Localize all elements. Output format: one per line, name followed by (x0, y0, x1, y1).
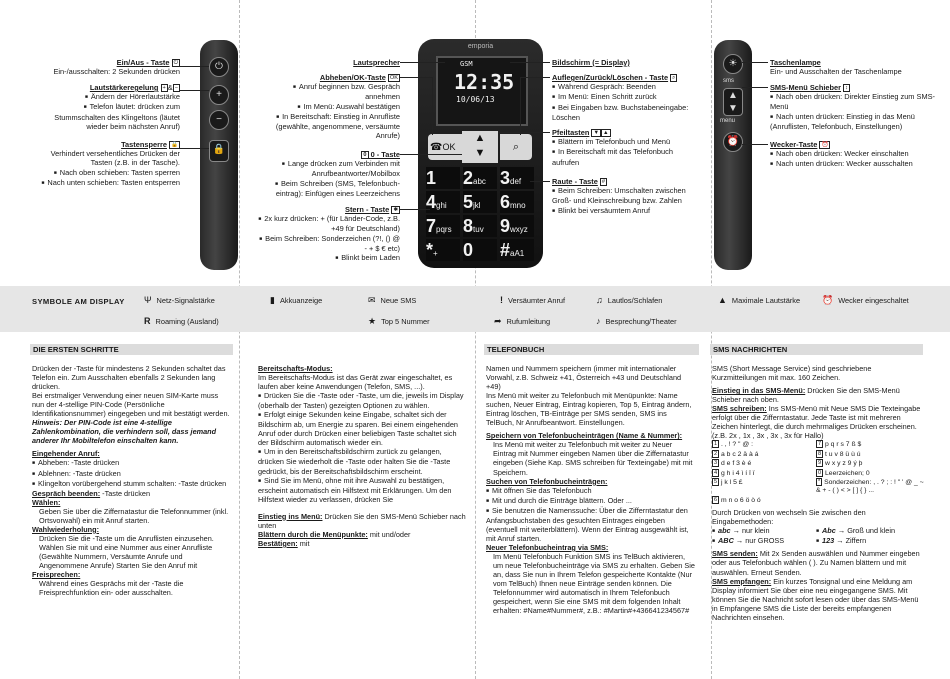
symbols-title: SYMBOLE AM DISPLAY (32, 297, 125, 306)
callout-ok-key: Abheben/OK-Taste OK ■ Anruf beginnen bzw. Gespräch annehmen ■ Im Menü: Auswahl bestätigen ■ In Bereitschaft: Einstieg in Anrufliste (gewählte, angenommene, versäumte Anrufe) (258, 73, 400, 140)
callout-keylock: Tastensperre 🔒 Verhindert versehentliches Drücken der Tasten (z.B. in der Tasche). ■ Nach oben schieben: Tasten sperren ■ Nach unten schieben: Tasten entsperren (30, 140, 180, 188)
key-2[interactable]: 2abc (463, 167, 497, 189)
alarm-icon: ⏰ (822, 295, 834, 305)
symbol-meeting: ♪ Besprechung/Theater (596, 316, 677, 326)
display (436, 56, 528, 126)
power-button[interactable]: ⏻ (209, 57, 229, 77)
symbol-max-volume: ▲ Maximale Lautstärke (718, 295, 801, 305)
key-9[interactable]: 9wxyz (500, 215, 534, 237)
callout-star-key: Stern - Taste ✱ ■ 2x kurz drücken: + (für Länder-Code, z.B. +49 für Deutschland) ■ Beim Schreiben: Sonderzeichen (?!, () @ - + $ € etc) ■ Blinkt beim Laden (258, 205, 400, 263)
max-volume-icon: ▲ (718, 295, 727, 305)
flashlight-button[interactable]: ☀ (723, 54, 743, 74)
key-6[interactable]: 6mno (500, 191, 534, 213)
heading-phonebook: TELEFONBUCH (484, 344, 699, 355)
clock-time: 12:35 (454, 70, 515, 94)
callout-power: Ein/Aus - Taste ⏻ Ein-/ausschalten: 2 Sekunden drücken (53, 58, 180, 77)
callout-flashlight: Taschenlampe Ein- und Ausschalten der Taschenlampe (770, 58, 902, 77)
menu-label: menu (720, 118, 736, 124)
key-4[interactable]: 4ghi (426, 191, 460, 213)
symbol-alarm: ⏰ Wecker eingeschaltet (822, 295, 909, 305)
key-1[interactable]: 1 (426, 167, 460, 189)
phone-side-right (714, 40, 752, 270)
roaming-icon: R (144, 316, 151, 326)
key-hash[interactable]: #aA1 (500, 239, 534, 261)
symbol-new-sms: ✉ Neue SMS (368, 295, 417, 305)
symbol-roaming: R Roaming (Ausland) (144, 316, 219, 326)
meeting-icon: ♪ (596, 316, 601, 326)
arrow-keys[interactable]: ▲ ▼ (462, 131, 498, 163)
phone-side-left (200, 40, 238, 270)
top5-icon: ★ (368, 316, 377, 326)
callout-hash-key: Raute - Taste # ■ Beim Schreiben: Umschalten zwischen Groß- und Kleinschreibung bzw. Zahlen ■ Blinkt bei versäumtem Anruf (552, 177, 702, 216)
key-5[interactable]: 5jkl (463, 191, 497, 213)
callout-zero-key: 0 0 - Taste ■ Lange drücken zum Verbinden mit Anrufbeantworter/Mobilbox ■ Beim Schreiben (SMS, Telefonbuch-eintrag): Einfügen eines Leerzeichens (258, 150, 400, 198)
input-modes: ■ abc → nur klein ■ Abc → Groß und klein ■ ABC → nur GROSS ■ 123 → Ziffern (712, 526, 924, 546)
antenna-icon: Ψ (144, 295, 152, 305)
battery-icon: ▮ (270, 295, 275, 305)
symbols-strip (0, 286, 950, 332)
keylock-switch[interactable]: 🔒 (209, 140, 229, 162)
callout-speaker: Lautsprecher (353, 58, 400, 67)
key-star[interactable]: *+ (426, 239, 460, 261)
fold-line (239, 0, 240, 679)
key-0[interactable]: 0 (463, 239, 497, 261)
column-phonebook: Namen und Nummern speichern (immer mit internationaler Vorwahl, z.B. Schweiz +41, Österreich +43 und Deutschland +49) Ins Menü mit weiter zu Telefonbuch mit Menüpunkte: Name suchen, Neuer Eintrag, Eintrag kopieren, Top 5, Eintrag ändern, Eintrag löschen, TB-Einträge per SMS senden, SMS ins TelBuch, Nr Anrufbeantwort. Einstellungen. Speichern von Telefonbucheinträgen (Name & Nummer): Ins Menü mit weiter zu Telefonbuch mit weiter zu Neuer Eintrag mit Nummer eingeben Namen über die Ziffernatastur eingeben (Siehe Kap. SMS schreiben für Texteingabe) mit mit Speichern. Suchen von Telefonbucheinträgen: ■ Mit öffnen Sie das Telefonbuch ■ Mit und durch die Einträge blättern. Oder ... ■ Sie benutzen die Namenssuche: Über die Zifferntastatur den Anfangsbuchstaben des gesuchten Eintrages eingeben (eventuell mit weiterblättern). Wenn der Eintrag ausgewählt ist, mit Anruf starten. Neuer Telefonbucheintrag via SMS: Im Menü Telefonbuch Funktion SMS ins TelBuch aktivieren, um neue Telefonbucheinträge via SMS zu erhalten. Geben Sie an, dass Sie nun in Ihrem Telefon gespeicherte Kontakte (Nur vom TelBuch) Ihnen neue Einträge senden können. Die Telefonnummer wird automatisch in Ihrem Telefonbuch gespeichert, wenn Sie eine SMS mit dem folgenden Inhalt erhalten: #Name#Nummer#, z.B.: #Martin#+436641234567# (486, 364, 696, 615)
symbol-missed-call: ! Versäumter Anruf (500, 295, 566, 305)
symbol-top5: ★ Top 5 Nummer (368, 316, 430, 326)
hangup-button[interactable]: ⌕ (500, 134, 532, 160)
heading-first-steps: DIE ERSTEN SCHRITTE (30, 344, 233, 355)
key-8[interactable]: 8tuv (463, 215, 497, 237)
sms-label: sms (723, 78, 734, 84)
brand-logo: emporia (467, 43, 494, 50)
callout-sms-slider: SMS-Menü Schieber ↕ ■ Nach oben drücken: Direkter Einstieg zum SMS-Menü ■ Nach unten drücken: Einstieg in das Menü (Anruflisten, Telefonbuch, Einstellungen) (770, 83, 940, 131)
volume-up-button[interactable]: + (209, 85, 229, 105)
alarm-button[interactable]: ⏰ (723, 132, 743, 152)
callout-arrow-keys: Pfeiltasten ▼ ▲ ■ Blättern im Telefonbuch und Menü ■ In Bereitschaft mit das Telefonbuch aufrufen (552, 128, 702, 167)
symbol-silent: ♫ Lautlos/Schlafen (596, 295, 663, 305)
column-standby: Bereitschafts-Modus: Im Bereitschafts-Modus ist das Gerät zwar eingeschaltet, es laufen aber keine Anwendungen (Telefon, SMS, ...). ■ Drücken Sie die -Taste oder -Taste, um die, jeweils im Display (oberhalb der Tasten) gezeigten Optionen zu wählen. ■ Erfolgt einige Sekunden keine Eingabe, schaltet sich der Bildschirm ab, um Energie zu sparen. Bei einem eingehenden Anruf oder durch Drücken einer beliebigen Taste schaltet sich der Bildschirm automatisch wieder ein. ■ Um in den Bereitschaftsbildschirm zurück zu gelangen, drücken Sie wiederholt die -Taste oder halten Sie die -Taste gedrückt, bis der Bereitschaftsbildschirm erscheint. ■ Sind Sie im Menü, ohne mit ihre Auswahl zu bestätigen, erscheint automatisch ein Hilfstext mit Erklärungen. Um den Hilfstext wieder zu verlassen, drücken Sie Einstieg ins Menü: Drücken Sie den SMS-Menü Schieber nach unten Blättern durch die Menüpunkte: mit und/oder Bestätigen: mit (258, 364, 466, 548)
column-first-steps: Drücken der -Taste für mindestens 2 Sekunden schaltet das Telefon ein. Zum Ausschalten ebenfalls 2 Sekunden lang drücken. Bei erstmaliger Verwendung einer neuen SIM-Karte muss nun der 4-stellige PIN-Code (Persönliche Identifikationsnummer) eingegeben und mit bestätigt werden. Hinweis: Der PIN-Code ist eine 4-stellige Zahlenkombination, die verhindern soll, dass jemand anderer Ihr Mobiltelefon einschalten kann. Eingehender Anruf: ■ Abheben: -Taste drücken ■ Ablehnen: -Taste drücken ■ Klingelton vorübergehend stumm schalten: -Taste drücken Gespräch beenden: -Taste drücken Wählen: Geben Sie über die Ziffernatastur die Telefonnummer (inkl. Ortsvorwahl) ein mit Anruf starten. Wahlwiederholung: Drücken Sie die -Taste um die Anruflisten einzusehen. Wählen Sie mit und eine Nummer aus einer Anrufliste (Gewählte Nummern, Versäumte Anrufe und Angenommene Anrufe) Starten Sie den Anruf mit Freisprechen: Während eines Gesprächs mit der -Taste die Freisprechfunktion ein- oder ausschalten. (32, 364, 232, 597)
heading-sms: SMS NACHRICHTEN (710, 344, 923, 355)
clock-date: 10/06/13 (456, 95, 495, 104)
call-forward-icon: ➦ (494, 316, 502, 326)
symbol-forward: ➦ Rufumleitung (494, 316, 551, 326)
symbol-signal: Ψ Netz-Signalstärke (144, 295, 215, 305)
callout-display: Bildschirm (= Display) (552, 58, 630, 67)
envelope-icon: ✉ (368, 295, 376, 305)
charmap-table: 1 . , ! ? " @ : 7 p q r s 7 ß $ 2 a b c 2 ä à á 8 t u v 8 ü ù ú 3 d e f 3 è é 9 w x y z 9 ý þ 4 g h i 4 ì í î ï 0 Leerzeichen; 0 5 j k l 5 £ * Sonderzeichen: , . ? ; : ! " ' @ _ ~ & + - ( ) < > [ ] { } ... 6 m n o 6 ö ò ó (714, 441, 924, 504)
callout-volume: Lautstärkeregelung + & − ■ Ändern der Hörerlautstärke ■ Telefon läutet: drücken zum Stummschalten des Klingeltons (läutet wieder beim nächsten Anruf) (40, 83, 180, 131)
callout-hangup-key: Auflegen/Zurück/Löschen - Taste ⌕ ■ Während Gespräch: Beenden ■ Im Menü: Einen Schritt zurück ■ Bei Eingaben bzw. Buchstabeneingabe: Löschen (552, 73, 702, 122)
key-7[interactable]: 7pqrs (426, 215, 460, 237)
key-3[interactable]: 3def (500, 167, 534, 189)
column-sms: SMS (Short Message Service) sind geschriebene Kurzmitteilungen mit max. 160 Zeichen. Einstieg in das SMS-Menü: Drücken Sie den SMS-Menü Schieber nach oben. SMS schreiben: Ins SMS-Menü mit Neue SMS Die Texteingabe erfolgt über die Zifferntastatur. Jede Taste ist mit mehreren Zeichen hinterlegt, die durch mehrmaliges Drücken erscheinen. (z.B. 2x , 1x , 3x , 3x , 3x für Hallo) 1 . , ! ? " @ : 7 p q r s 7 ß $ 2 a b c 2 ä à á 8 t u v 8 ü ù ú 3 d e f 3 è é 9 w x y z 9 ý þ 4 g h i 4 ì í î ï 0 Leerzeichen; 0 5 j k l 5 £ * Sonderzeichen: , . ? ; : ! " ' @ _ ~ & + - ( ) < > [ ] { } ... 6 m n o 6 ö ò ó Durch Drücken von wechseln Sie zwischen den Eingabemethoden: ■ abc → nur klein ■ Abc → Groß und klein ■ ABC → nur GROSS ■ 123 → Ziffern SMS senden: Mit 2x Senden auswählen und Nummer eingeben oder aus Telefonbuch wählen ( ). Zu Namen blättern und mit auswählen. Erneut Senden. SMS empfangen: Ein kurzes Tonsignal und eine Meldung am Display informiert Sie über eine neu eingegangene SMS. Mit können Sie die Nachricht sofort lesen oder über das SMS-Menü in Empfangene SMS die Liste der bereits empfangenen Nachrichten einsehen. (712, 364, 924, 622)
sms-menu-slider[interactable]: ▲ ▼ (723, 88, 743, 116)
symbol-battery: ▮ Akkuanzeige (270, 295, 323, 305)
silent-icon: ♫ (596, 295, 603, 305)
exclamation-icon: ! (500, 295, 503, 305)
ok-button[interactable]: ☎OK (428, 134, 462, 160)
network-label: GSM (460, 60, 473, 68)
volume-down-button[interactable]: − (209, 110, 229, 130)
callout-alarm-key: Wecker-Taste ⏰ ■ Nach oben drücken: Wecker einschalten ■ Nach unten drücken: Wecker ausschalten (770, 140, 940, 170)
